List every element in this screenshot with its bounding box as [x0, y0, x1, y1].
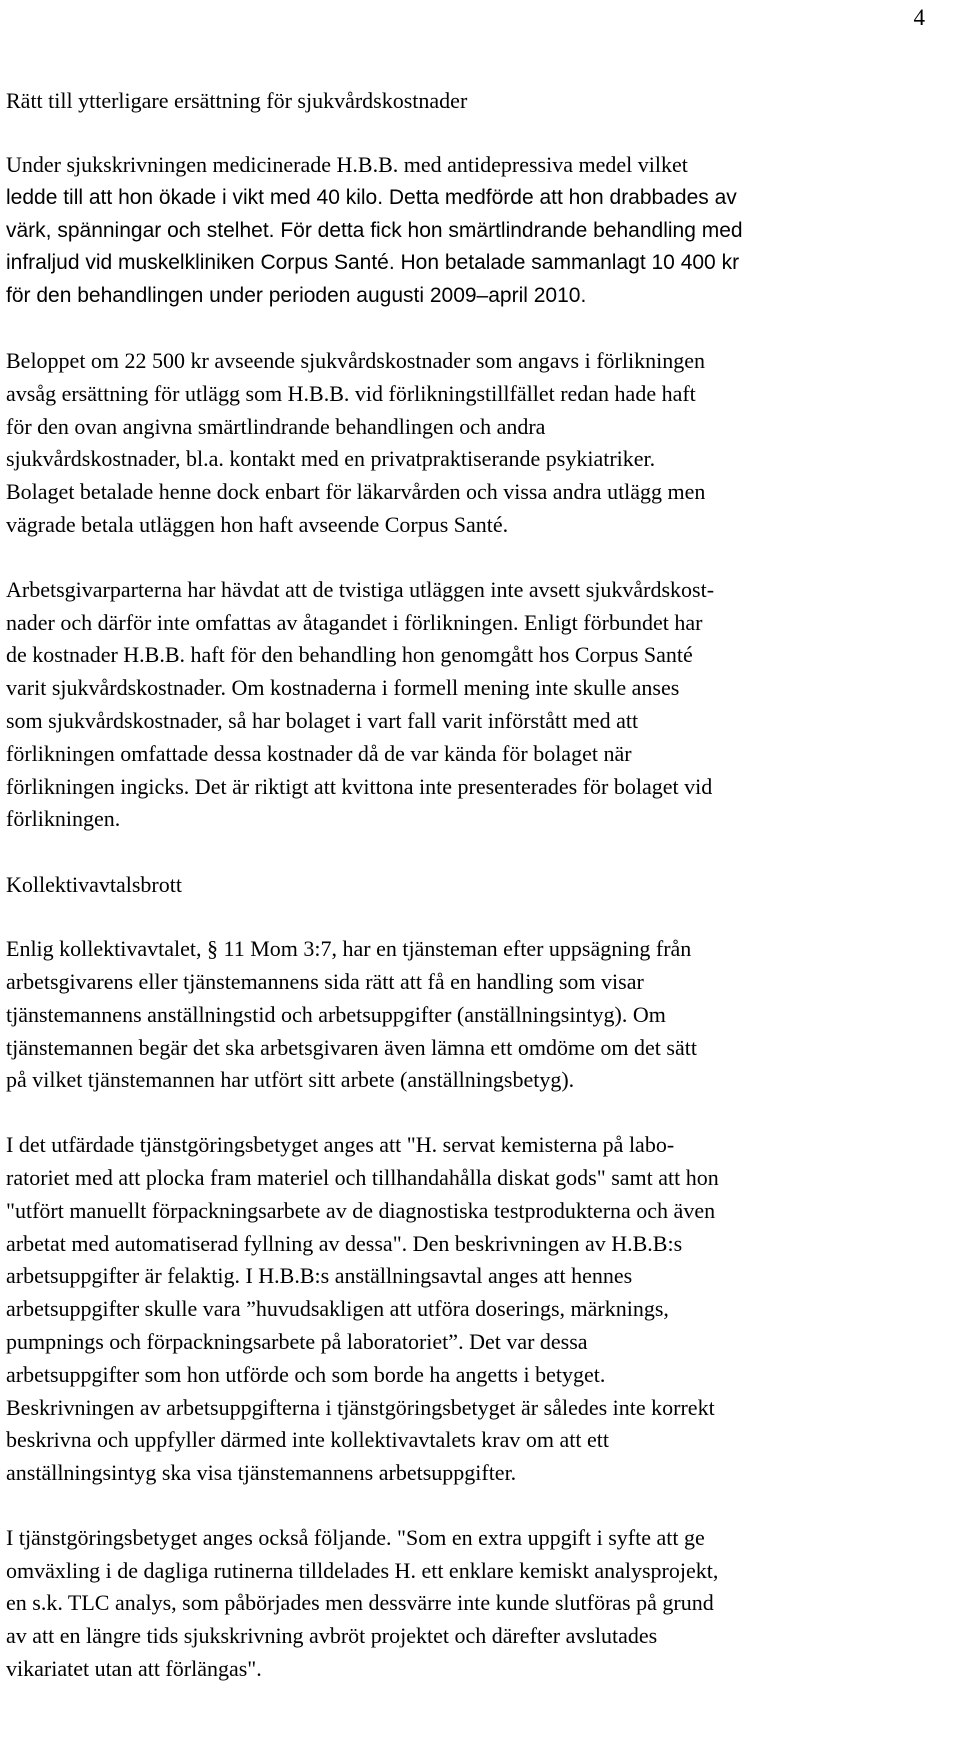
text-line: I det utfärdade tjänstgöringsbetyget anges att "H. servat kemisterna på labo- — [6, 1132, 675, 1158]
text-line: tjänstemannen begär det ska arbetsgivaren även lämna ett omdöme om det sätt — [6, 1034, 697, 1060]
text-line: för den ovan angivna smärtlindrande behandlingen och andra — [6, 413, 546, 439]
text-line: arbetat med automatiserad fyllning av dessa". Den beskrivningen av H.B.B:s — [6, 1230, 683, 1256]
text-line: omväxling i de dagliga rutinerna tilldelades H. ett enklare kemiskt analysprojekt, — [6, 1557, 719, 1583]
text-line: Beloppet om 22 500 kr avseende sjukvårdskostnader som angavs i förlikningen — [6, 347, 705, 373]
paragraph — [6, 149, 956, 313]
text-line: förlikningen ingicks. Det är riktigt att kvittona inte presenterades för bolaget vid — [6, 773, 713, 799]
paragraph — [6, 574, 956, 836]
text-line: arbetsuppgifter skulle vara ”huvudsakligen att utföra doserings, märknings, — [6, 1296, 669, 1322]
text-line: infraljud vid muskelkliniken Corpus Santé. Hon betalade sammanlagt 10 400 kr — [6, 251, 740, 275]
text-line: nader och därför inte omfattas av åtagandet i förlikningen. Enligt förbundet har — [6, 609, 703, 635]
text-line: Beskrivningen av arbetsuppgifterna i tjänstgöringsbetyget är således inte korrekt — [6, 1394, 715, 1420]
document-body — [6, 84, 956, 1718]
section-heading-kollektivavtalsbrott: Kollektivavtalsbrott — [6, 872, 182, 898]
text-line: ratoriet med att plocka fram materiel och tillhandahålla diskat gods" samt att hon — [6, 1164, 719, 1190]
text-line: en s.k. TLC analys, som påbörjades men dessvärre inte kunde slutföras på grund — [6, 1590, 714, 1616]
text-line: beskrivna och uppfyller därmed inte kollektivavtalets krav om att ett — [6, 1427, 609, 1453]
paragraph — [6, 1522, 956, 1686]
paragraph — [6, 933, 956, 1097]
text-line: värk, spänningar och stelhet. För detta fick hon smärtlindrande behandling med — [6, 218, 743, 242]
text-line: tjänstemannens anställningstid och arbetsuppgifter (anställningsintyg). Om — [6, 1001, 666, 1027]
text-line: de kostnader H.B.B. haft för den behandling hon genomgått hos Corpus Santé — [6, 642, 693, 668]
text-line: vikariatet utan att förlängas". — [6, 1656, 262, 1682]
page-number: 4 — [913, 5, 925, 30]
text-line: I tjänstgöringsbetyget anges också följande. "Som en extra uppgift i syfte att ge — [6, 1524, 705, 1550]
text-line: arbetsgivarens eller tjänstemannens sida rätt att få en handling som visar — [6, 968, 644, 994]
text-line: sjukvårdskostnader, bl.a. kontakt med en privatpraktiserande psykiatriker. — [6, 446, 656, 472]
text-line: arbetsuppgifter som hon utförde och som borde ha angetts i betyget. — [6, 1361, 606, 1387]
text-line: varit sjukvårdskostnader. Om kostnaderna i formell mening inte skulle anses — [6, 675, 680, 701]
text-line: avsåg ersättning för utlägg som H.B.B. vid förlikningstillfället redan hade haft — [6, 380, 696, 406]
section-heading-sjukvardskostnader: Rätt till ytterligare ersättning för sjukvårdskostnader — [6, 88, 468, 113]
paragraph — [6, 1129, 956, 1490]
text-line: "utfört manuellt förpackningsarbete av de diagnostiska testprodukterna och även — [6, 1197, 716, 1223]
text-line: ledde till att hon ökade i vikt med 40 kilo. Detta medförde att hon drabbades av — [6, 185, 737, 209]
text-line: förlikningen. — [6, 806, 121, 832]
text-line: Enlig kollektivavtalet, § 11 Mom 3:7, har en tjänsteman efter uppsägning från — [6, 936, 692, 962]
text-line: Under sjukskrivningen medicinerade H.B.B. med antidepressiva medel vilket — [6, 152, 688, 177]
paragraph — [6, 345, 956, 542]
text-line: vägrade betala utläggen hon haft avseende Corpus Santé. — [6, 511, 509, 537]
text-line: anställningsintyg ska visa tjänstemannens arbetsuppgifter. — [6, 1460, 517, 1486]
text-line: som sjukvårdskostnader, så har bolaget i vart fall varit införstått med att — [6, 707, 639, 733]
text-line: förlikningen omfattade dessa kostnader då de var kända för bolaget när — [6, 740, 632, 766]
text-line: för den behandlingen under perioden augusti 2009–april 2010. — [6, 284, 587, 308]
text-line: Bolaget betalade henne dock enbart för läkarvården och vissa andra utlägg men — [6, 479, 706, 505]
text-line: arbetsuppgifter är felaktig. I H.B.B:s anställningsavtal anges att hennes — [6, 1263, 633, 1289]
text-line: av att en längre tids sjukskrivning avbröt projektet och därefter avslutades — [6, 1623, 658, 1649]
text-line: pumpnings och förpackningsarbete på laboratoriet”. Det var dessa — [6, 1328, 588, 1354]
text-line: på vilket tjänstemannen har utfört sitt arbete (anställningsbetyg). — [6, 1067, 575, 1093]
text-line: Arbetsgivarparterna har hävdat att de tvistiga utläggen inte avsett sjukvårdskost- — [6, 576, 715, 602]
